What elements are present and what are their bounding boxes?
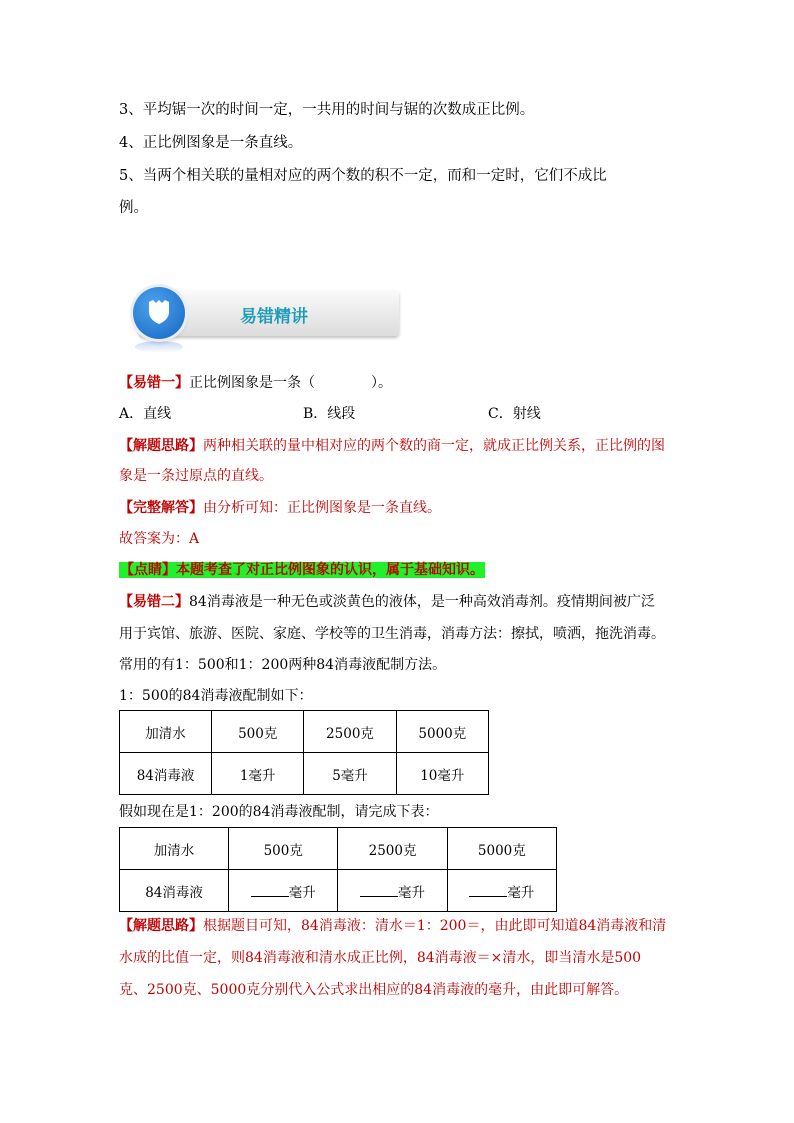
q2-analysis-tag: 【解题思路】 [119,918,203,934]
question-2-stem: 84消毒液是一种无色或淡黄色的液体，是一种高效消毒剂。疫情期间被广泛 [189,594,655,610]
q1-analysis-cont: 象是一条过原点的直线。 [119,468,273,484]
statement-3: 3、平均锯一次的时间一定，一共用的时间与锯的次数成正比例。 [119,102,535,118]
table-cell: 84消毒液 [120,870,229,912]
table-cell: 5毫升 [304,753,396,795]
table-cell: 84消毒液 [120,753,212,795]
table-row [120,753,489,795]
question-2 [119,592,655,612]
banner-title: 易错精讲 [240,307,308,327]
option-b: B．线段 [303,406,356,422]
answer-blank-cell[interactable] [447,870,556,912]
shield-icon [133,287,185,339]
table-cell: 500克 [212,711,304,753]
table-cell: 2500克 [304,711,396,753]
table-row [120,870,557,912]
table2-caption: 假如现在是1：200的84消毒液配制，请完成下表： [119,804,439,820]
blank-unit: 毫升 [507,884,535,901]
q2-analysis-cont: 水成的比值一定，则84消毒液和清水成正比例，84消毒液＝×清水，即当清水是500 [119,950,642,966]
ratio-table-1-200 [119,827,557,912]
q1-final-answer: 故答案为：A [119,531,200,547]
table1-caption: 1：500的84消毒液配制如下： [119,688,313,704]
q1-answer [119,498,441,518]
q1-analysis-text: 两种相关联的量中相对应的两个数的商一定，就成正比例关系，正比例的图 [203,438,665,454]
table-cell: 1毫升 [212,753,304,795]
question-2-stem-cont2: 常用的有1：500和1：200两种84消毒液配制方法。 [119,657,447,673]
table-cell: 2500克 [338,828,447,870]
table-cell: 加清水 [120,828,229,870]
answer-blank[interactable] [360,882,398,897]
table-row [120,828,557,870]
table-cell: 5000克 [396,711,488,753]
statement-4: 4、正比例图象是一条直线。 [119,135,303,151]
q1-answer-text: 由分析可知：正比例图象是一条直线。 [203,500,441,516]
option-c: C．射线 [488,406,541,422]
answer-blank-cell[interactable] [229,870,338,912]
question-2-stem-cont: 用于宾馆、旅游、医院、家庭、学校等的卫生消毒，消毒方法：擦拭，喷洒，拖洗消毒。 [119,626,665,642]
table-cell: 5000克 [447,828,556,870]
statement-5-cont: 例。 [119,200,148,216]
option-a: A．直线 [119,406,172,422]
section-banner [119,283,401,353]
blank-unit: 毫升 [398,884,426,901]
table-cell: 10毫升 [396,753,488,795]
q1-comment [119,560,485,580]
q1-analysis [119,436,665,456]
answer-blank[interactable] [469,882,507,897]
question-1-tag: 【易错一】 [119,375,189,391]
q1-analysis-tag: 【解题思路】 [119,438,203,454]
answer-blank[interactable] [251,882,289,897]
q2-analysis-text: 根据题目可知，84消毒液：清水＝1：200＝，由此即可知道84消毒液和清 [203,918,667,934]
table-cell: 500克 [229,828,338,870]
question-2-tag: 【易错二】 [119,594,189,610]
q1-answer-tag: 【完整解答】 [119,500,203,516]
table-cell: 加清水 [120,711,212,753]
q2-analysis-cont2: 克、2500克、5000克分别代入公式求出相应的84消毒液的毫升，由此即可解答。 [119,982,629,998]
table-row [120,711,489,753]
question-1 [119,373,392,393]
answer-blank-cell[interactable] [338,870,447,912]
q1-comment-highlight: 【点睛】本题考查了对正比例图象的认识，属于基础知识。 [120,562,484,578]
blank-unit: 毫升 [288,884,316,901]
banner-reflection [135,341,183,353]
question-1-stem: 正比例图象是一条（ ）。 [189,375,392,391]
statement-5: 5、当两个相关联的量相对应的两个数的积不一定，而和一定时，它们不成比 [119,168,607,184]
q2-analysis [119,916,666,936]
ratio-table-1-500 [119,710,489,795]
